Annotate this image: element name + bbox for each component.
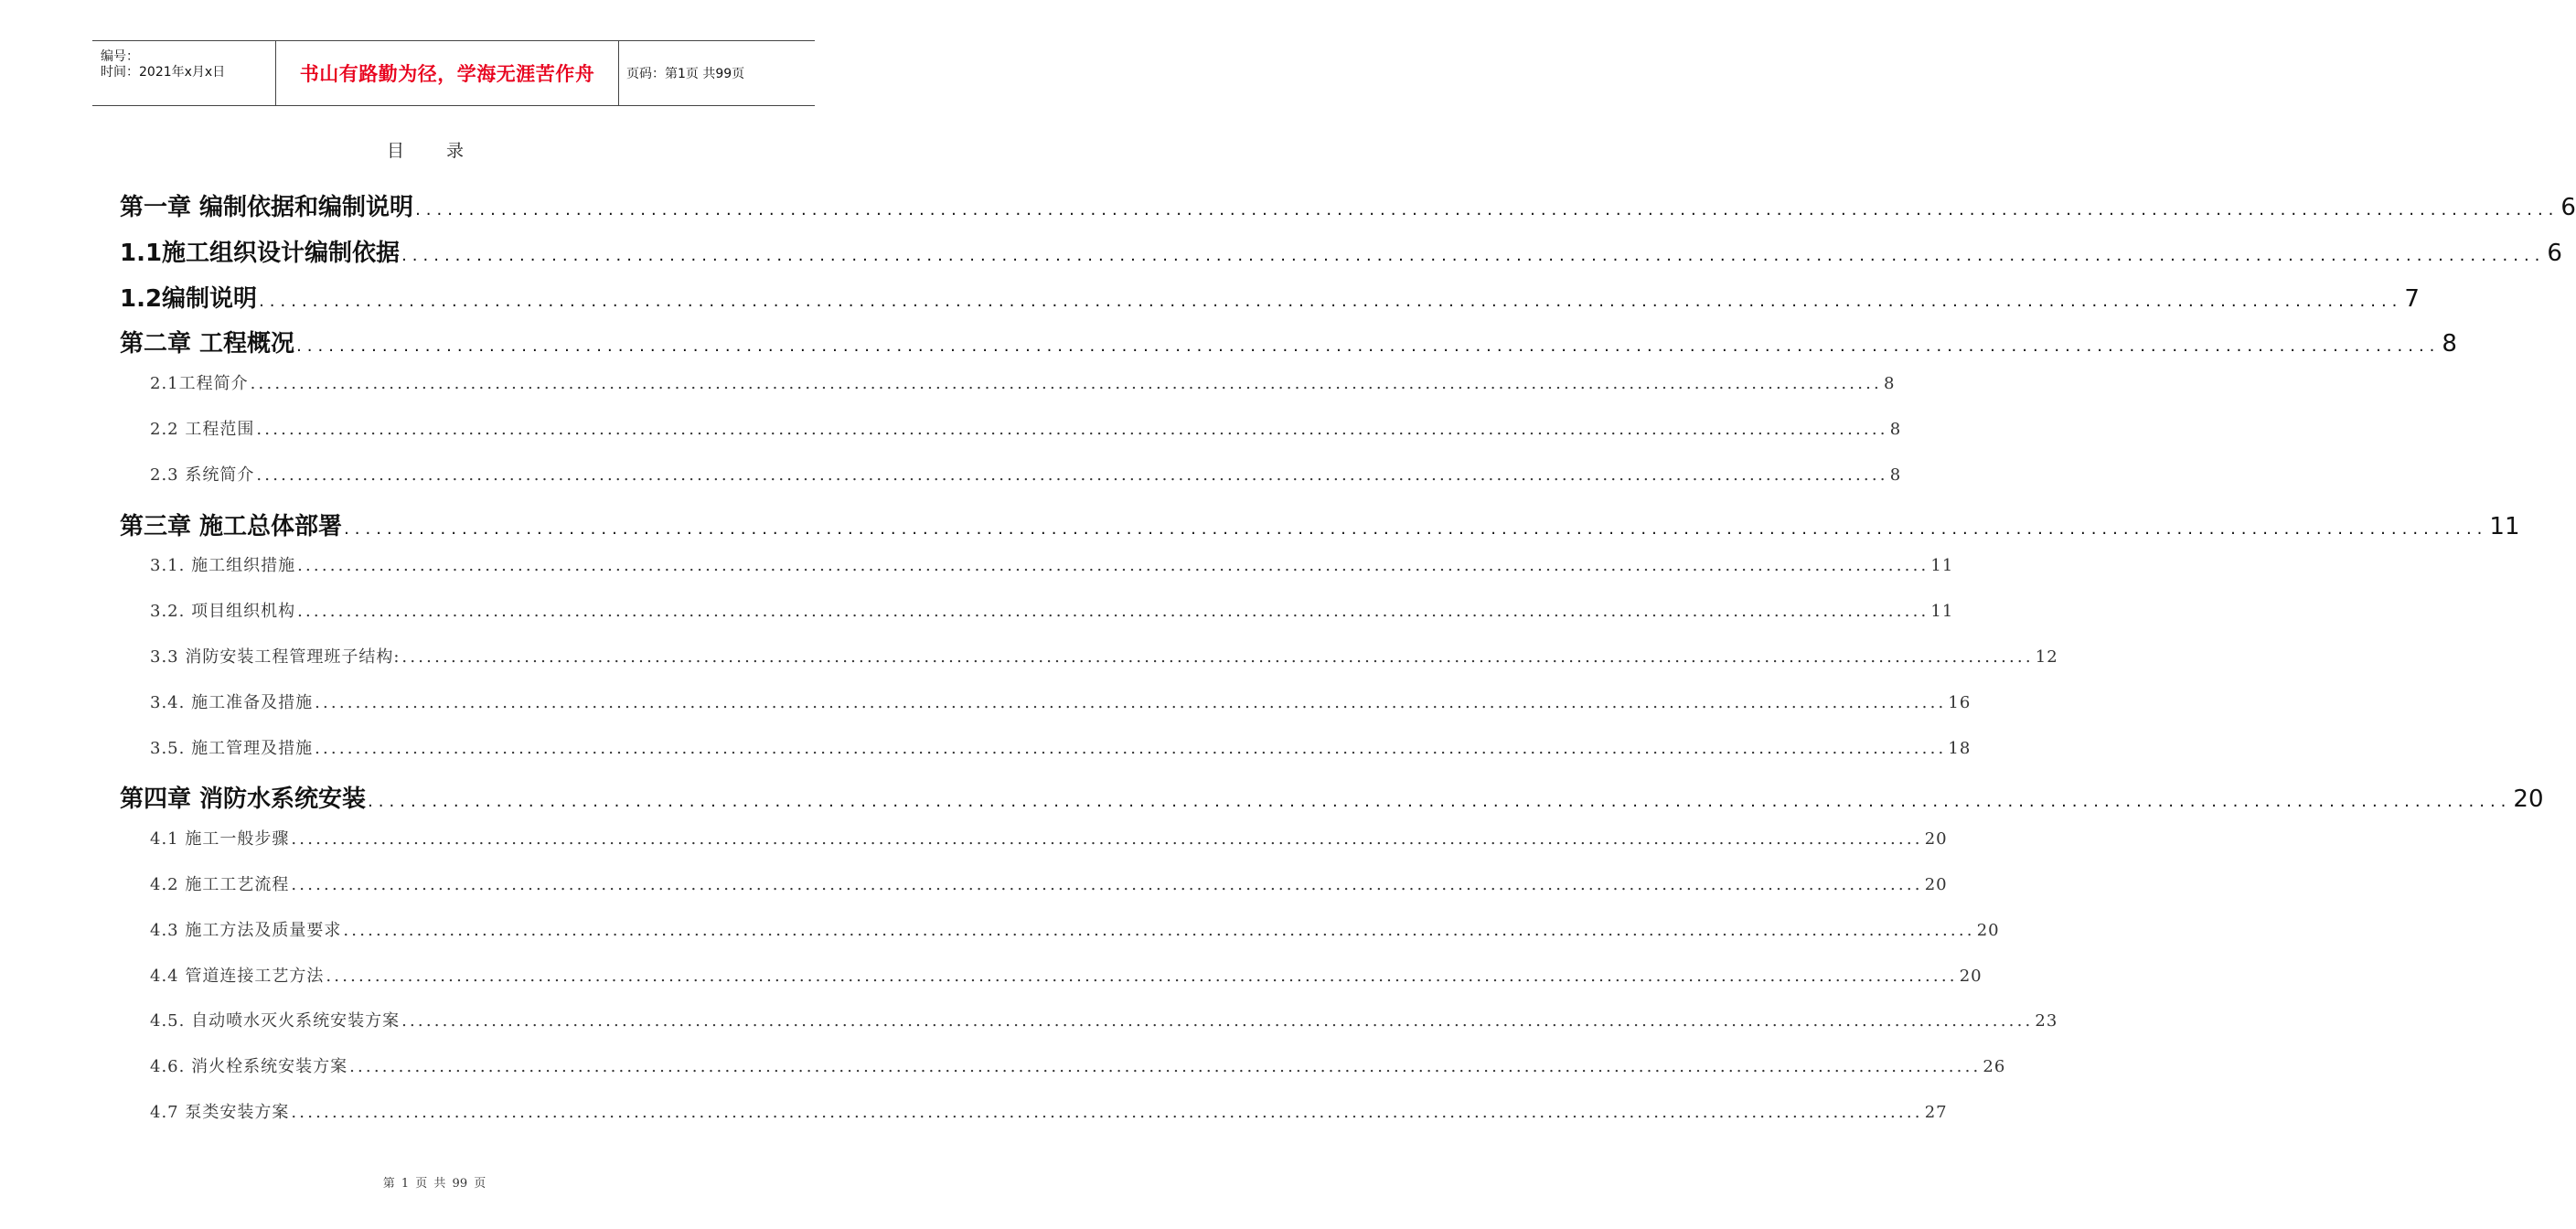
- toc-entry-label: 2.1工程简介: [150, 374, 249, 394]
- toc-entry-page: 20: [1924, 829, 1948, 850]
- toc-entry-page: 20: [1976, 920, 2000, 940]
- toc-entry-page: 26: [1983, 1057, 2006, 1077]
- toc-dot-leader: ........................................................................................................................................................................................................: [291, 875, 1923, 894]
- toc-entry-page: 20: [2513, 785, 2544, 814]
- toc-entry-label: 3.2. 项目组织机构: [150, 602, 296, 622]
- toc-entry[interactable]: [120, 508, 2520, 541]
- toc-dot-leader: ........................................................................................................................................................................................................: [415, 200, 2560, 219]
- toc-dot-leader: ........................................................................................................................................................................................................: [291, 829, 1923, 850]
- toc-entry-page: 12: [2035, 647, 2058, 667]
- toc-entry-label: 第一章 编制依据和编制说明: [120, 194, 414, 221]
- toc-dot-leader: ........................................................................................................................................................................................................: [297, 602, 1929, 622]
- toc-dot-leader: ........................................................................................................................................................................................................: [259, 291, 2403, 311]
- toc-dot-leader: ........................................................................................................................................................................................................: [256, 420, 1888, 439]
- toc-entry-label: 4.6. 消火栓系统安装方案: [150, 1057, 348, 1077]
- toc-entry[interactable]: [150, 598, 1954, 622]
- header-page-info: 页码：第1页 共99页: [626, 67, 745, 81]
- toc-entry-label: 第四章 消防水系统安装: [120, 785, 367, 814]
- toc-entry[interactable]: [150, 963, 1983, 987]
- toc-entry-page: 20: [1959, 966, 1983, 986]
- toc-entry[interactable]: [150, 917, 2000, 941]
- toc-entry[interactable]: [120, 280, 2420, 314]
- toc-entry-page: 8: [1883, 374, 1896, 394]
- toc-dot-leader: ........................................................................................................................................................................................................: [315, 738, 1947, 758]
- toc-entry-page: 8: [1889, 465, 1902, 485]
- toc-entry-label: 4.7 泵类安装方案: [150, 1103, 290, 1122]
- toc-entry[interactable]: [150, 735, 1972, 759]
- toc-entry-label: 3.4. 施工准备及措施: [150, 692, 314, 712]
- toc-entry[interactable]: [150, 1008, 2058, 1031]
- toc-entry-label: 1.1施工组织设计编制依据: [120, 239, 401, 267]
- toc-entry[interactable]: [120, 234, 2562, 268]
- toc-dot-leader: ........................................................................................................................................................................................................: [344, 518, 2488, 539]
- toc-entry-label: 4.2 施工工艺流程: [150, 875, 290, 894]
- toc-entry[interactable]: [150, 370, 1896, 394]
- toc-entry-label: 第二章 工程概况: [120, 330, 295, 358]
- toc-dot-leader: ........................................................................................................................................................................................................: [401, 647, 2034, 667]
- toc-entry-page: 27: [1924, 1103, 1948, 1122]
- toc-entry[interactable]: [150, 689, 1972, 713]
- toc-title: 目 录: [386, 141, 483, 161]
- toc-entry-page: 7: [2404, 284, 2420, 313]
- toc-entry-label: 3.1. 施工组织措施: [150, 556, 296, 576]
- toc-dot-leader: ........................................................................................................................................................................................................: [326, 966, 1958, 986]
- toc-entry[interactable]: [150, 462, 1902, 486]
- toc-entry-page: 6: [2560, 194, 2576, 221]
- document-number-label: 编号：: [101, 49, 139, 64]
- toc-entry-page: 6: [2547, 239, 2562, 267]
- toc-entry[interactable]: [120, 188, 2576, 222]
- toc-entry-page: 18: [1948, 738, 1972, 758]
- toc-dot-leader: ........................................................................................................................................................................................................: [401, 1011, 2034, 1031]
- toc-entry-label: 1.2编制说明: [120, 284, 258, 313]
- toc-dot-leader: ........................................................................................................................................................................................................: [256, 465, 1888, 485]
- toc-entry[interactable]: [150, 552, 1954, 576]
- toc-entry-label: 4.4 管道连接工艺方法: [150, 966, 325, 986]
- toc-entry[interactable]: [150, 871, 1948, 895]
- page-footer: 第 1 页 共 99 页: [382, 1177, 486, 1191]
- toc-entry-page: 11: [1930, 602, 1954, 622]
- toc-entry[interactable]: [150, 826, 1948, 850]
- toc-entry-label: 第三章 施工总体部署: [120, 512, 343, 540]
- header-motto: 书山有路勤为径，学海无涯苦作舟: [299, 63, 595, 85]
- toc-dot-leader: ........................................................................................................................................................................................................: [291, 1103, 1923, 1122]
- toc-dot-leader: ........................................................................................................................................................................................................: [297, 556, 1929, 576]
- toc-entry-label: 4.3 施工方法及质量要求: [150, 920, 342, 940]
- toc-entry[interactable]: [120, 780, 2544, 814]
- toc-entry-label: 3.3 消防安装工程管理班子结构:: [150, 647, 401, 667]
- toc-dot-leader: ........................................................................................................................................................................................................: [401, 245, 2546, 265]
- toc-dot-leader: ........................................................................................................................................................................................................: [349, 1057, 1982, 1077]
- toc-dot-leader: ........................................................................................................................................................................................................: [250, 374, 1882, 394]
- toc-entry-page: 16: [1948, 692, 1972, 712]
- toc-entry-page: 8: [1889, 420, 1902, 439]
- toc-entry[interactable]: [150, 416, 1902, 440]
- toc-entry-label: 3.5. 施工管理及措施: [150, 738, 314, 758]
- toc-dot-leader: ........................................................................................................................................................................................................: [343, 920, 1975, 940]
- toc-entry-label: 4.1 施工一般步骤: [150, 829, 290, 850]
- toc-entry[interactable]: [150, 644, 2058, 668]
- toc-entry-label: 4.5. 自动喷水灭火系统安装方案: [150, 1011, 401, 1031]
- toc-entry-label: 2.3 系统简介: [150, 465, 255, 485]
- toc-entry-page: 11: [2489, 512, 2520, 540]
- toc-entry-page: 20: [1924, 875, 1948, 894]
- toc-entry-page: 11: [1930, 556, 1954, 576]
- toc-entry-label: 2.2 工程范围: [150, 420, 255, 439]
- toc-entry[interactable]: [150, 1099, 1948, 1123]
- toc-dot-leader: ........................................................................................................................................................................................................: [315, 692, 1947, 712]
- toc-dot-leader: ........................................................................................................................................................................................................: [368, 792, 2512, 812]
- toc-entry-page: 23: [2035, 1011, 2058, 1031]
- toc-dot-leader: ........................................................................................................................................................................................................: [296, 337, 2441, 357]
- document-date: 时间：2021年x月x日: [101, 65, 226, 80]
- toc-entry-page: 8: [2442, 330, 2457, 358]
- toc-entry[interactable]: [150, 1053, 2006, 1077]
- toc-entry[interactable]: [120, 325, 2457, 358]
